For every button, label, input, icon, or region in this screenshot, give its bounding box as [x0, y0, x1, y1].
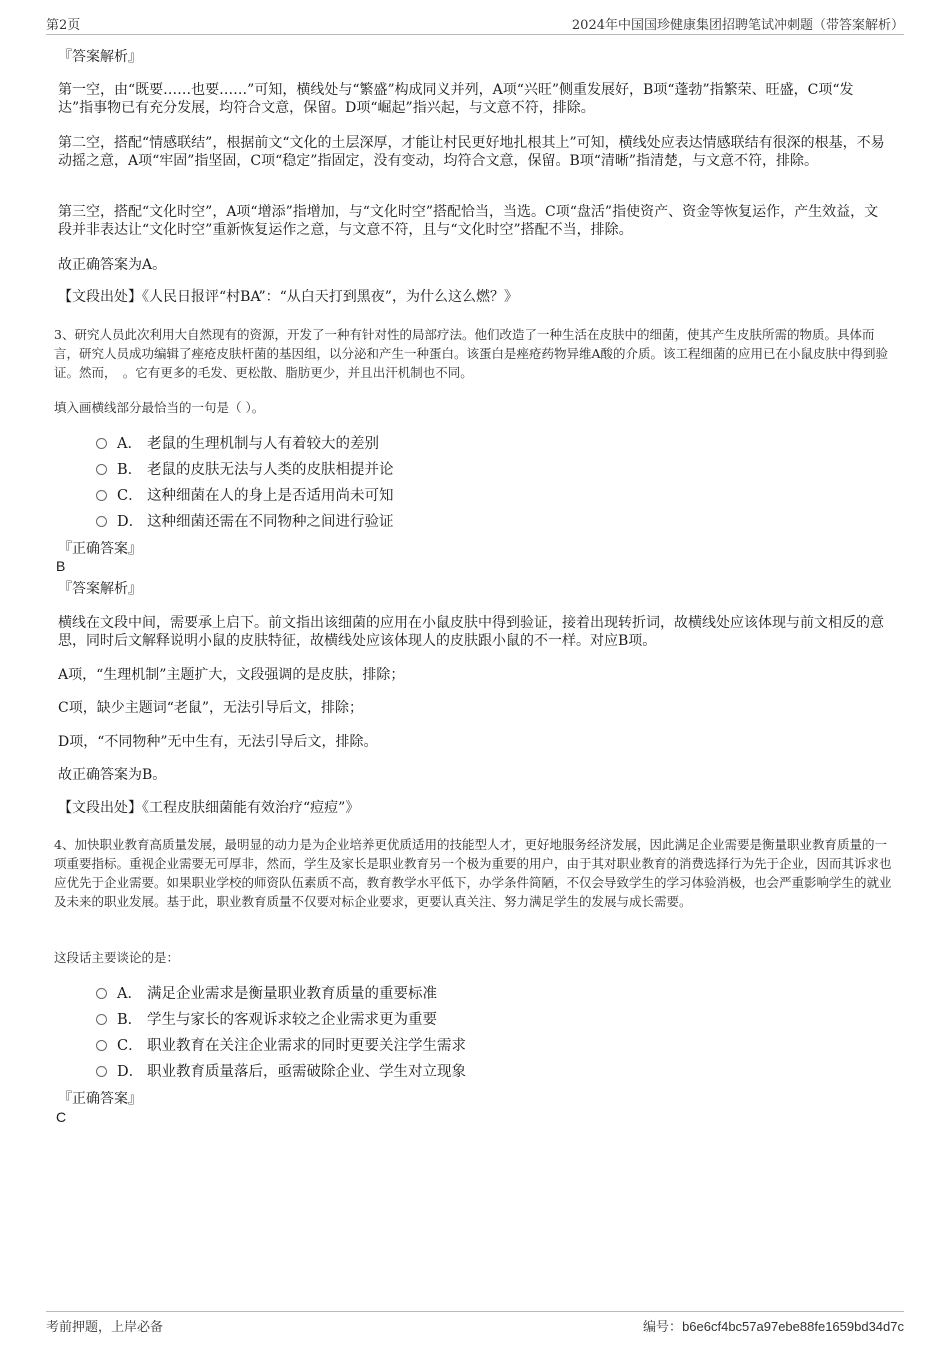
question-prompt: 这段话主要谈论的是：: [54, 950, 180, 965]
option-letter: A．: [117, 436, 142, 452]
analysis-paragraph: D项，“不同物种”无中生有，无法引导后文，排除。: [58, 734, 378, 750]
option-letter: B．: [117, 1012, 143, 1028]
question-stem: 4、加快职业教育高质量发展，最明显的动力是为企业培养更优质适用的技能型人才，更好地服务经济发展，因此满足企业需要是衡量职业教育质量的一项重要指标。重视企业需要无可厚非，然而，学生及家长是职业教育另一个极为重要的用户，由于其对职业教育的消费选择行为先于企业，因而其诉求也应优先于企业需要。如果职业学校的师资队伍素质不高，教育教学水平低下，办学条件简陋，不仅会导致学生的学习体验消极，也会严重影响学生的就业及未来的职业发展。基于此，职业教育质量不仅要对标企业要求，更要认真关注、努力满足学生的发展与成长需要。: [54, 837, 892, 909]
option-text: 老鼠的生理机制与人有着较大的差别: [147, 436, 379, 452]
option-letter: C．: [117, 488, 143, 504]
radio-icon[interactable]: [96, 438, 107, 449]
option-letter: B．: [117, 462, 143, 478]
page-footer: [46, 1311, 904, 1336]
analysis-conclusion: 故正确答案为B。: [58, 767, 167, 783]
page-number: 第2页: [46, 18, 81, 33]
option-b[interactable]: [96, 1010, 437, 1030]
analysis-paragraph: 横线在文段中间，需要承上启下。前文指出该细菌的应用在小鼠皮肤中得到验证，接着出现转折词，故横线处应该体现与前文相反的意思，同时后文解释说明小鼠的皮肤特征，故横线处应该体现人的皮肤跟小鼠的不一样。对应B项。: [58, 615, 884, 649]
radio-icon[interactable]: [96, 490, 107, 501]
analysis-conclusion: 故正确答案为A。: [58, 257, 167, 273]
option-text: 老鼠的皮肤无法与人类的皮肤相提并论: [147, 462, 394, 478]
document-code: [643, 1316, 904, 1335]
option-a[interactable]: [96, 434, 379, 454]
radio-icon[interactable]: [96, 988, 107, 999]
option-letter: A．: [117, 986, 142, 1002]
radio-icon[interactable]: [96, 464, 107, 475]
page-header: [46, 12, 904, 35]
option-text: 这种细菌在人的身上是否适用尚未可知: [147, 488, 394, 504]
radio-icon[interactable]: [96, 516, 107, 527]
radio-icon[interactable]: [96, 1014, 107, 1025]
correct-answer-heading: 『正确答案』: [58, 541, 142, 557]
option-a[interactable]: [96, 984, 437, 1004]
question-stem: 3、研究人员此次利用大自然现有的资源，开发了一种有针对性的局部疗法。他们改造了一种生活在皮肤中的细菌，使其产生皮肤所需的物质。具体而言，研究人员成功编辑了痤疮皮肤杆菌的基因组，以分泌和产生一种蛋白。该蛋白是痤疮药物异维A酸的介质。该工程细菌的应用已在小鼠皮肤中得到验证。然而， 。它有更多的毛发、更松散、脂肪更少，并且出汗机制也不同。: [54, 327, 889, 380]
analysis-paragraph: 第一空，由“既要……也要……”可知，横线处与“繁盛”构成同义并列，A项“兴旺”侧重发展好，B项“蓬勃”指繁荣、旺盛，C项“发达”指事物已有充分发展，均符合文意，保留。D项“崛起”指兴起，与文意不符，排除。: [58, 82, 854, 116]
option-text: 职业教育质量落后，亟需破除企业、学生对立现象: [147, 1064, 466, 1080]
option-text: 学生与家长的客观诉求较之企业需求更为重要: [147, 1012, 437, 1028]
analysis-paragraph: A项，“生理机制”主题扩大，文段强调的是皮肤，排除；: [58, 667, 405, 683]
question-prompt: 填入画横线部分最恰当的一句是（ ）。: [54, 400, 265, 415]
document-title: 2024年中国国珍健康集团招聘笔试冲刺题（带答案解析）: [571, 18, 904, 33]
option-letter: C．: [117, 1038, 143, 1054]
correct-answer-heading: 『正确答案』: [58, 1091, 142, 1107]
analysis-heading: 『答案解析』: [58, 581, 142, 597]
option-c[interactable]: [96, 486, 394, 506]
option-letter: D．: [117, 514, 144, 530]
option-text: 职业教育在关注企业需求的同时更要关注学生需求: [147, 1038, 466, 1054]
correct-answer: C: [56, 1109, 67, 1125]
source-citation: 【文段出处】《工程皮肤细菌能有效治疗“痘痘”》: [58, 800, 360, 816]
radio-icon[interactable]: [96, 1040, 107, 1051]
option-d[interactable]: [96, 512, 394, 532]
option-text: 满足企业需求是衡量职业教育质量的重要标准: [147, 986, 437, 1002]
option-text: 这种细菌还需在不同物种之间进行验证: [147, 514, 394, 530]
option-c[interactable]: [96, 1036, 466, 1056]
analysis-paragraph: C项，缺少主题词“老鼠”，无法引导后文，排除；: [58, 700, 364, 716]
analysis-paragraph: 第二空，搭配“情感联结”，根据前文“文化的土层深厚，才能让村民更好地扎根其上”可知，横线处应表达情感联结有很深的根基，不易动摇之意，A项“牢固”指坚固，C项“稳定”指固定，没有变动，均符合文意，保留。B项“清晰”指清楚，与文意不符，排除。: [58, 135, 885, 169]
radio-icon[interactable]: [96, 1066, 107, 1077]
correct-answer: B: [56, 558, 66, 574]
code-value: b6e6cf4bc57a97ebe88fe1659bd34d7c: [682, 1319, 904, 1334]
code-label: 编号：: [643, 1320, 683, 1335]
footer-slogan: 考前押题，上岸必备: [46, 1320, 164, 1335]
analysis-heading: 『答案解析』: [58, 49, 142, 65]
source-citation: 【文段出处】《人民日报评“村BA”：“从白天打到黑夜”，为什么这么燃？》: [58, 289, 518, 305]
analysis-paragraph: 第三空，搭配“文化时空”，A项“增添”指增加，与“文化时空”搭配恰当，当选。C项“盘活”指使资产、资金等恢复运作，产生效益，文段并非表达让“文化时空”重新恢复运作之意，与文意不符，且与“文化时空”搭配不当，排除。: [58, 204, 879, 238]
option-d[interactable]: [96, 1062, 466, 1082]
option-letter: D．: [117, 1064, 144, 1080]
option-b[interactable]: [96, 460, 394, 480]
